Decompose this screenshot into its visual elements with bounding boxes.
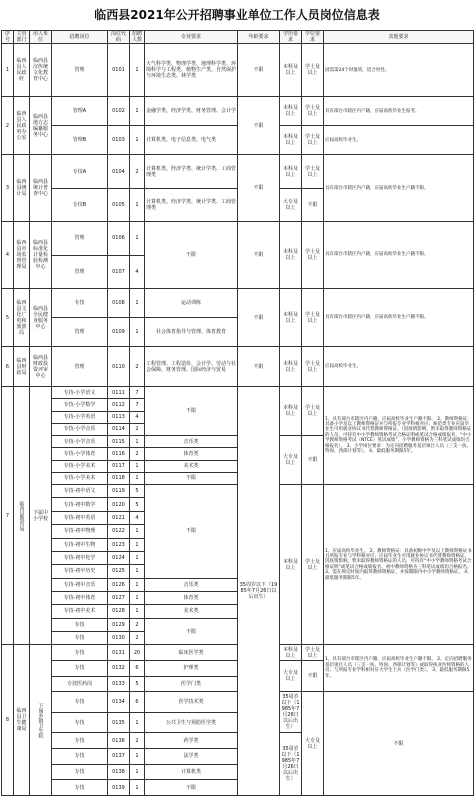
major: 计算机类、电子信息类、电气类: [145, 126, 238, 155]
header-other: 其他要求: [324, 31, 474, 44]
position-code: 0130: [108, 632, 130, 645]
header-row: [2, 31, 474, 44]
position: 管理A: [52, 97, 108, 126]
position: 专技-小学体育: [52, 448, 108, 460]
major: 医学技术类: [145, 692, 238, 713]
position-code: 0125: [108, 565, 130, 578]
position: 专技-初中化学: [52, 551, 108, 564]
position: 专技: [52, 645, 108, 661]
age: 不限: [238, 44, 280, 97]
major: 法学类: [145, 748, 238, 764]
group-unit: 下属中小学校: [30, 387, 52, 645]
group-unit: 临西县汉传统文化教育中心: [30, 44, 52, 97]
position: 专技A: [52, 155, 108, 188]
table-row: [2, 387, 474, 399]
position-count: 6: [130, 660, 145, 676]
other-req: 1、应届高校毕业生。 2、教师资格证：具备初级中学及以上教师资格证书且所报专业与学科相对应；应届毕业生可用就业协议书代替教师资格证。因疫情影响，暂未取得教师资格证的人员，可持有“中小学教师资格考试合格证明”或笔试合格成绩报名。初中教师资格为三科笔试成绩均合格报名。 3、需在规定时间内取得教师资格证，并按期限内中小学教师资格证。 4、最低服务期限5年。: [324, 485, 474, 645]
other-req: 具有部台市辖区内户籍，应届高校毕业生户籍不限。: [324, 222, 474, 289]
other-req: 1、具有部台市辖区内户籍，应届高校毕业生户籍不限。 2、定向招聘服务基层项目人员（三支一扶、特岗、西部计划等）或取得执业医师资格的人员；与所报专业学科相对应大学生士兵（医学门类）。 3、最低服务期限5年。: [324, 645, 474, 692]
other-req: 具有部台市辖区内户籍，应届高校毕业生户籍不限。: [324, 289, 474, 347]
major: 计算机类、经济学类、统计学类、工商管理类: [145, 188, 238, 221]
major: 不限: [145, 780, 238, 796]
age: 不限: [238, 155, 280, 222]
degree: 学士及以上: [302, 97, 324, 126]
position-code: 0127: [108, 591, 130, 604]
major: 药学类: [145, 733, 238, 749]
position-code: 0122: [108, 525, 130, 538]
degree: 学士及以上: [302, 346, 324, 386]
position-count: 4: [130, 255, 145, 288]
group-dept: 临西县卫生健康局: [14, 645, 30, 796]
position-code: 0114: [108, 423, 130, 435]
position-count: 1: [130, 748, 145, 764]
position: 管理B: [52, 126, 108, 155]
position-count: 1: [130, 780, 145, 796]
position: 专技-初中物理: [52, 525, 108, 538]
position: 专技-小学语文: [52, 387, 108, 399]
group-unit: 下属乡镇卫生院: [30, 645, 52, 796]
position: 专技: [52, 692, 108, 713]
position: 专技-初中数学: [52, 498, 108, 511]
major: 不限: [145, 618, 238, 645]
position: 专技-初中生物: [52, 538, 108, 551]
position-code: 0138: [108, 764, 130, 780]
position-count: 20: [130, 645, 145, 661]
other-req: 应届高校毕业生。: [324, 346, 474, 386]
group-dept: 临西县文化广电和旅游局: [14, 289, 30, 347]
group-unit: 临西县统计普查中心: [30, 155, 52, 222]
major: 美术类: [145, 460, 238, 472]
degree: 不限: [302, 660, 324, 691]
position-count: 7: [130, 387, 145, 399]
position-count: 1: [130, 289, 145, 318]
position: 专技-小学英语: [52, 411, 108, 423]
table-row: [2, 155, 474, 188]
position-count: 1: [130, 605, 145, 618]
major: 体育类: [145, 448, 238, 460]
position: 专技-小学美术: [52, 460, 108, 472]
position-code: 0119: [108, 485, 130, 498]
degree: 学士及以上: [302, 44, 324, 97]
major: 工程管理、工程造价、会计学、劳动与社会保障、财务管理、国际经济与贸易: [145, 346, 238, 386]
degree: 学士及以上: [302, 126, 324, 155]
major: 不限: [145, 222, 238, 289]
position: 管理: [52, 222, 108, 255]
position: 专技: [52, 780, 108, 796]
other-req: 具有部台市辖区内户籍，应届高校毕业生报考。: [324, 97, 474, 126]
position: 管理: [52, 346, 108, 386]
position-count: 5: [130, 676, 145, 692]
position-count: 2: [130, 733, 145, 749]
degree: 不限: [302, 188, 324, 221]
position-count: 5: [130, 485, 145, 498]
position-code: 0120: [108, 498, 130, 511]
education: 大专及以上: [280, 436, 302, 485]
education: 本科及以上: [280, 97, 302, 126]
position-count: 1: [130, 591, 145, 604]
position-code: 0121: [108, 511, 130, 524]
education: 大专及以上: [280, 660, 302, 691]
position-count: 1: [130, 126, 145, 155]
position-code: 0128: [108, 605, 130, 618]
position-code: 0101: [108, 44, 130, 97]
position-code: 0137: [108, 748, 130, 764]
table-row: [2, 222, 474, 255]
education: 大专及以上: [302, 692, 324, 796]
position: 专技-初中音乐: [52, 578, 108, 591]
group-unit: 临西县全民健身服务中心: [30, 289, 52, 347]
major: 不限: [145, 472, 238, 484]
positions-table: [1, 30, 474, 796]
group-no: 8: [2, 645, 14, 796]
position-count: 2: [130, 632, 145, 645]
education: 本科及以上: [280, 485, 302, 645]
position-count: 1: [130, 318, 145, 347]
header-position: 招聘岗位: [52, 31, 108, 44]
major: 运动训练: [145, 289, 238, 318]
position-code: 0113: [108, 411, 130, 423]
position: 专技: [52, 748, 108, 764]
degree: 学士及以上: [302, 289, 324, 347]
position-code: 0136: [108, 733, 130, 749]
position: 专技: [52, 632, 108, 645]
position-count: 2: [130, 423, 145, 435]
major: 社会体育指导与管理、体育教育: [145, 318, 238, 347]
degree: 学士及以上: [302, 387, 324, 436]
position-code: 0118: [108, 472, 130, 484]
position-count: 2: [130, 155, 145, 188]
position-code: 0105: [108, 188, 130, 221]
position-count: 2: [130, 618, 145, 631]
major: 音乐类: [145, 436, 238, 448]
group-dept: 临西县人民政府: [14, 44, 30, 97]
age: 不限: [238, 97, 280, 155]
position: 专技-小学美术: [52, 472, 108, 484]
position-code: 0102: [108, 97, 130, 126]
group-dept: 临西县教育局: [14, 387, 30, 645]
position-code: 0129: [108, 618, 130, 631]
position-count: 1: [130, 538, 145, 551]
group-no: 1: [2, 44, 14, 97]
position-count: 1: [130, 551, 145, 564]
position: 专技-小学数学: [52, 399, 108, 411]
position: 专技-小学音乐: [52, 423, 108, 435]
position: 专技: [52, 764, 108, 780]
group-no: 7: [2, 387, 14, 645]
table-body: [2, 44, 474, 796]
header-dept: 主管部门: [14, 31, 30, 44]
other-req: 1、具有部台市辖区内户籍，应届高校毕业生户籍不限。 2、教师资格证：具备小学及以上教师资格证并与所报专业学科相对应；师范类专业应届毕业生可用就业协议书代替教师资格证。（因疫情影响，暂未取得教师资格证的人员，可持有中小学教师资格考试合格证明或笔试合格成绩报名，“中小学教师资格考试（NTCE）笔试成绩”，小学教师资格为三科笔试成绩均合格报名）。 3、小学岗位要求：为定向招聘服务基层项目人员（三支一扶、特岗、西部计划等）。 4、最低服务期限5年。: [324, 387, 474, 485]
position-code: 0103: [108, 126, 130, 155]
position-code: 0124: [108, 551, 130, 564]
age: 不限: [238, 346, 280, 386]
header-degree: 学位要求: [302, 31, 324, 44]
education: 本科及以上: [280, 155, 302, 188]
position: 专技-初中体育: [52, 591, 108, 604]
position-code: 0110: [108, 346, 130, 386]
age: 35周岁以下（1985年7月26日以后出生）: [280, 733, 302, 796]
other-req: 具有部台市辖区内户籍，应届高校毕业生户籍不限。: [324, 155, 474, 222]
position: 专技: [52, 733, 108, 749]
position-count: 7: [130, 399, 145, 411]
position: 专技: [52, 618, 108, 631]
position: 专技-初中英语: [52, 511, 108, 524]
other-req: 园需第24个时值班，适合男性。: [324, 44, 474, 97]
position: 专技医药岗: [52, 676, 108, 692]
position-count: 1: [130, 222, 145, 255]
table-row: [2, 289, 474, 318]
position-code: 0134: [108, 692, 130, 713]
major: 公共卫生与预防医学类: [145, 712, 238, 733]
major: 金融学类、经济学类、财务管理、会计学: [145, 97, 238, 126]
page-title: 临西县2021年公开招聘事业单位工作人员岗位信息表: [94, 8, 380, 22]
position-code: 0116: [108, 448, 130, 460]
major: 计算机类、经济学类、统计学类、工商管理类: [145, 155, 238, 188]
position-count: 1: [130, 525, 145, 538]
group-no: 5: [2, 289, 14, 347]
age: 不限: [238, 222, 280, 289]
group-dept: 临西县人民政府办公室: [14, 97, 30, 155]
position-code: 0132: [108, 660, 130, 676]
education: 本科及以上: [280, 645, 302, 661]
header-age: 年龄要求: [238, 31, 280, 44]
education: 本科及以上: [280, 387, 302, 436]
position-count: 6: [130, 692, 145, 713]
position: 专技-初中美术: [52, 605, 108, 618]
major: 音乐类: [145, 578, 238, 591]
position-code: 0112: [108, 399, 130, 411]
education: 本科及以上: [280, 346, 302, 386]
position: 专技: [52, 712, 108, 733]
position-code: 0107: [108, 255, 130, 288]
degree: 不限: [302, 436, 324, 485]
position-count: 1: [130, 97, 145, 126]
position-code: 0131: [108, 645, 130, 661]
header-code: 岗位代码: [108, 31, 130, 44]
position-code: 0104: [108, 155, 130, 188]
age: 35周岁以下（1985年7月26日以后出生）: [280, 692, 302, 733]
position-count: 5: [130, 498, 145, 511]
position-count: 4: [130, 511, 145, 524]
group-unit: 临西县财政投资评审中心: [30, 346, 52, 386]
position: 专技-小学音乐: [52, 436, 108, 448]
group-dept: 临西县市场监督管理局: [14, 222, 30, 289]
position-code: 0108: [108, 289, 130, 318]
position: 专技-初中历史: [52, 565, 108, 578]
position-count: 1: [130, 565, 145, 578]
education: 本科及以上: [280, 126, 302, 155]
degree: 学士及以上: [302, 645, 324, 661]
degree: 学士及以上: [302, 222, 324, 289]
position-code: 0133: [108, 676, 130, 692]
header-count: 招聘人数: [130, 31, 145, 44]
position: 专技: [52, 660, 108, 676]
group-no: 3: [2, 155, 14, 222]
group-dept: 临西县财政局: [14, 346, 30, 386]
position-code: 0106: [108, 222, 130, 255]
education: 本科及以上: [280, 44, 302, 97]
position-count: 1: [130, 188, 145, 221]
position: 专技: [52, 289, 108, 318]
position: 管理: [52, 44, 108, 97]
position-count: 1: [130, 578, 145, 591]
education: 大专及以上: [280, 188, 302, 221]
group-no: 6: [2, 346, 14, 386]
major: 美术类: [145, 605, 238, 618]
position: 专技-初中语文: [52, 485, 108, 498]
position: 管理: [52, 255, 108, 288]
position-code: 0111: [108, 387, 130, 399]
position-count: 2: [130, 448, 145, 460]
table-row: [2, 346, 474, 386]
position-count: 1: [130, 460, 145, 472]
header-unit: 用人单位: [30, 31, 52, 44]
header-education: 学历要求: [280, 31, 302, 44]
position-code: 0126: [108, 578, 130, 591]
position-code: 0115: [108, 436, 130, 448]
degree: 学士及以上: [302, 155, 324, 188]
position-count: 1: [130, 44, 145, 97]
major: 临床医学类: [145, 645, 238, 661]
position-count: 1: [130, 712, 145, 733]
position-count: 2: [130, 346, 145, 386]
age: 35周岁以下（1985年7月26日以后出生）: [238, 387, 280, 796]
major: 体育类: [145, 591, 238, 604]
table-row: [2, 44, 474, 97]
position-count: 4: [130, 411, 145, 423]
position: 管理: [52, 318, 108, 347]
degree: 学士及以上: [302, 485, 324, 645]
major: 不限: [145, 485, 238, 579]
position-code: 0109: [108, 318, 130, 347]
position-count: 1: [130, 764, 145, 780]
group-no: 2: [2, 97, 14, 155]
header-major: 专业要求: [145, 31, 238, 44]
table-row: [2, 97, 474, 126]
major: 护理类: [145, 660, 238, 676]
header-no: 序号: [2, 31, 14, 44]
position-code: 0139: [108, 780, 130, 796]
position-code: 0123: [108, 538, 130, 551]
degree: 不限: [324, 692, 474, 796]
group-unit: 临西县标准化计量检验检测中心: [30, 222, 52, 289]
position-count: 1: [130, 472, 145, 484]
position-code: 0117: [108, 460, 130, 472]
position-count: 1: [130, 436, 145, 448]
group-no: 4: [2, 222, 14, 289]
group-dept: 临西县统计局: [14, 155, 30, 222]
position-code: 0135: [108, 712, 130, 733]
age: 不限: [238, 289, 280, 347]
major: 大气科学类、物理学类、地理科学类、环境科学与工程类、植物生产类、自然保护与环境生态类、林学类: [145, 44, 238, 97]
major: 计算机类: [145, 764, 238, 780]
education: 本科及以上: [280, 289, 302, 347]
education: 本科及以上: [280, 222, 302, 289]
position: 专技B: [52, 188, 108, 221]
major: 不限: [145, 387, 238, 436]
other-req: 应届高校毕业生。: [324, 126, 474, 155]
major: 医学门类: [145, 676, 238, 692]
group-unit: 临西县地方志编纂服务中心: [30, 97, 52, 155]
